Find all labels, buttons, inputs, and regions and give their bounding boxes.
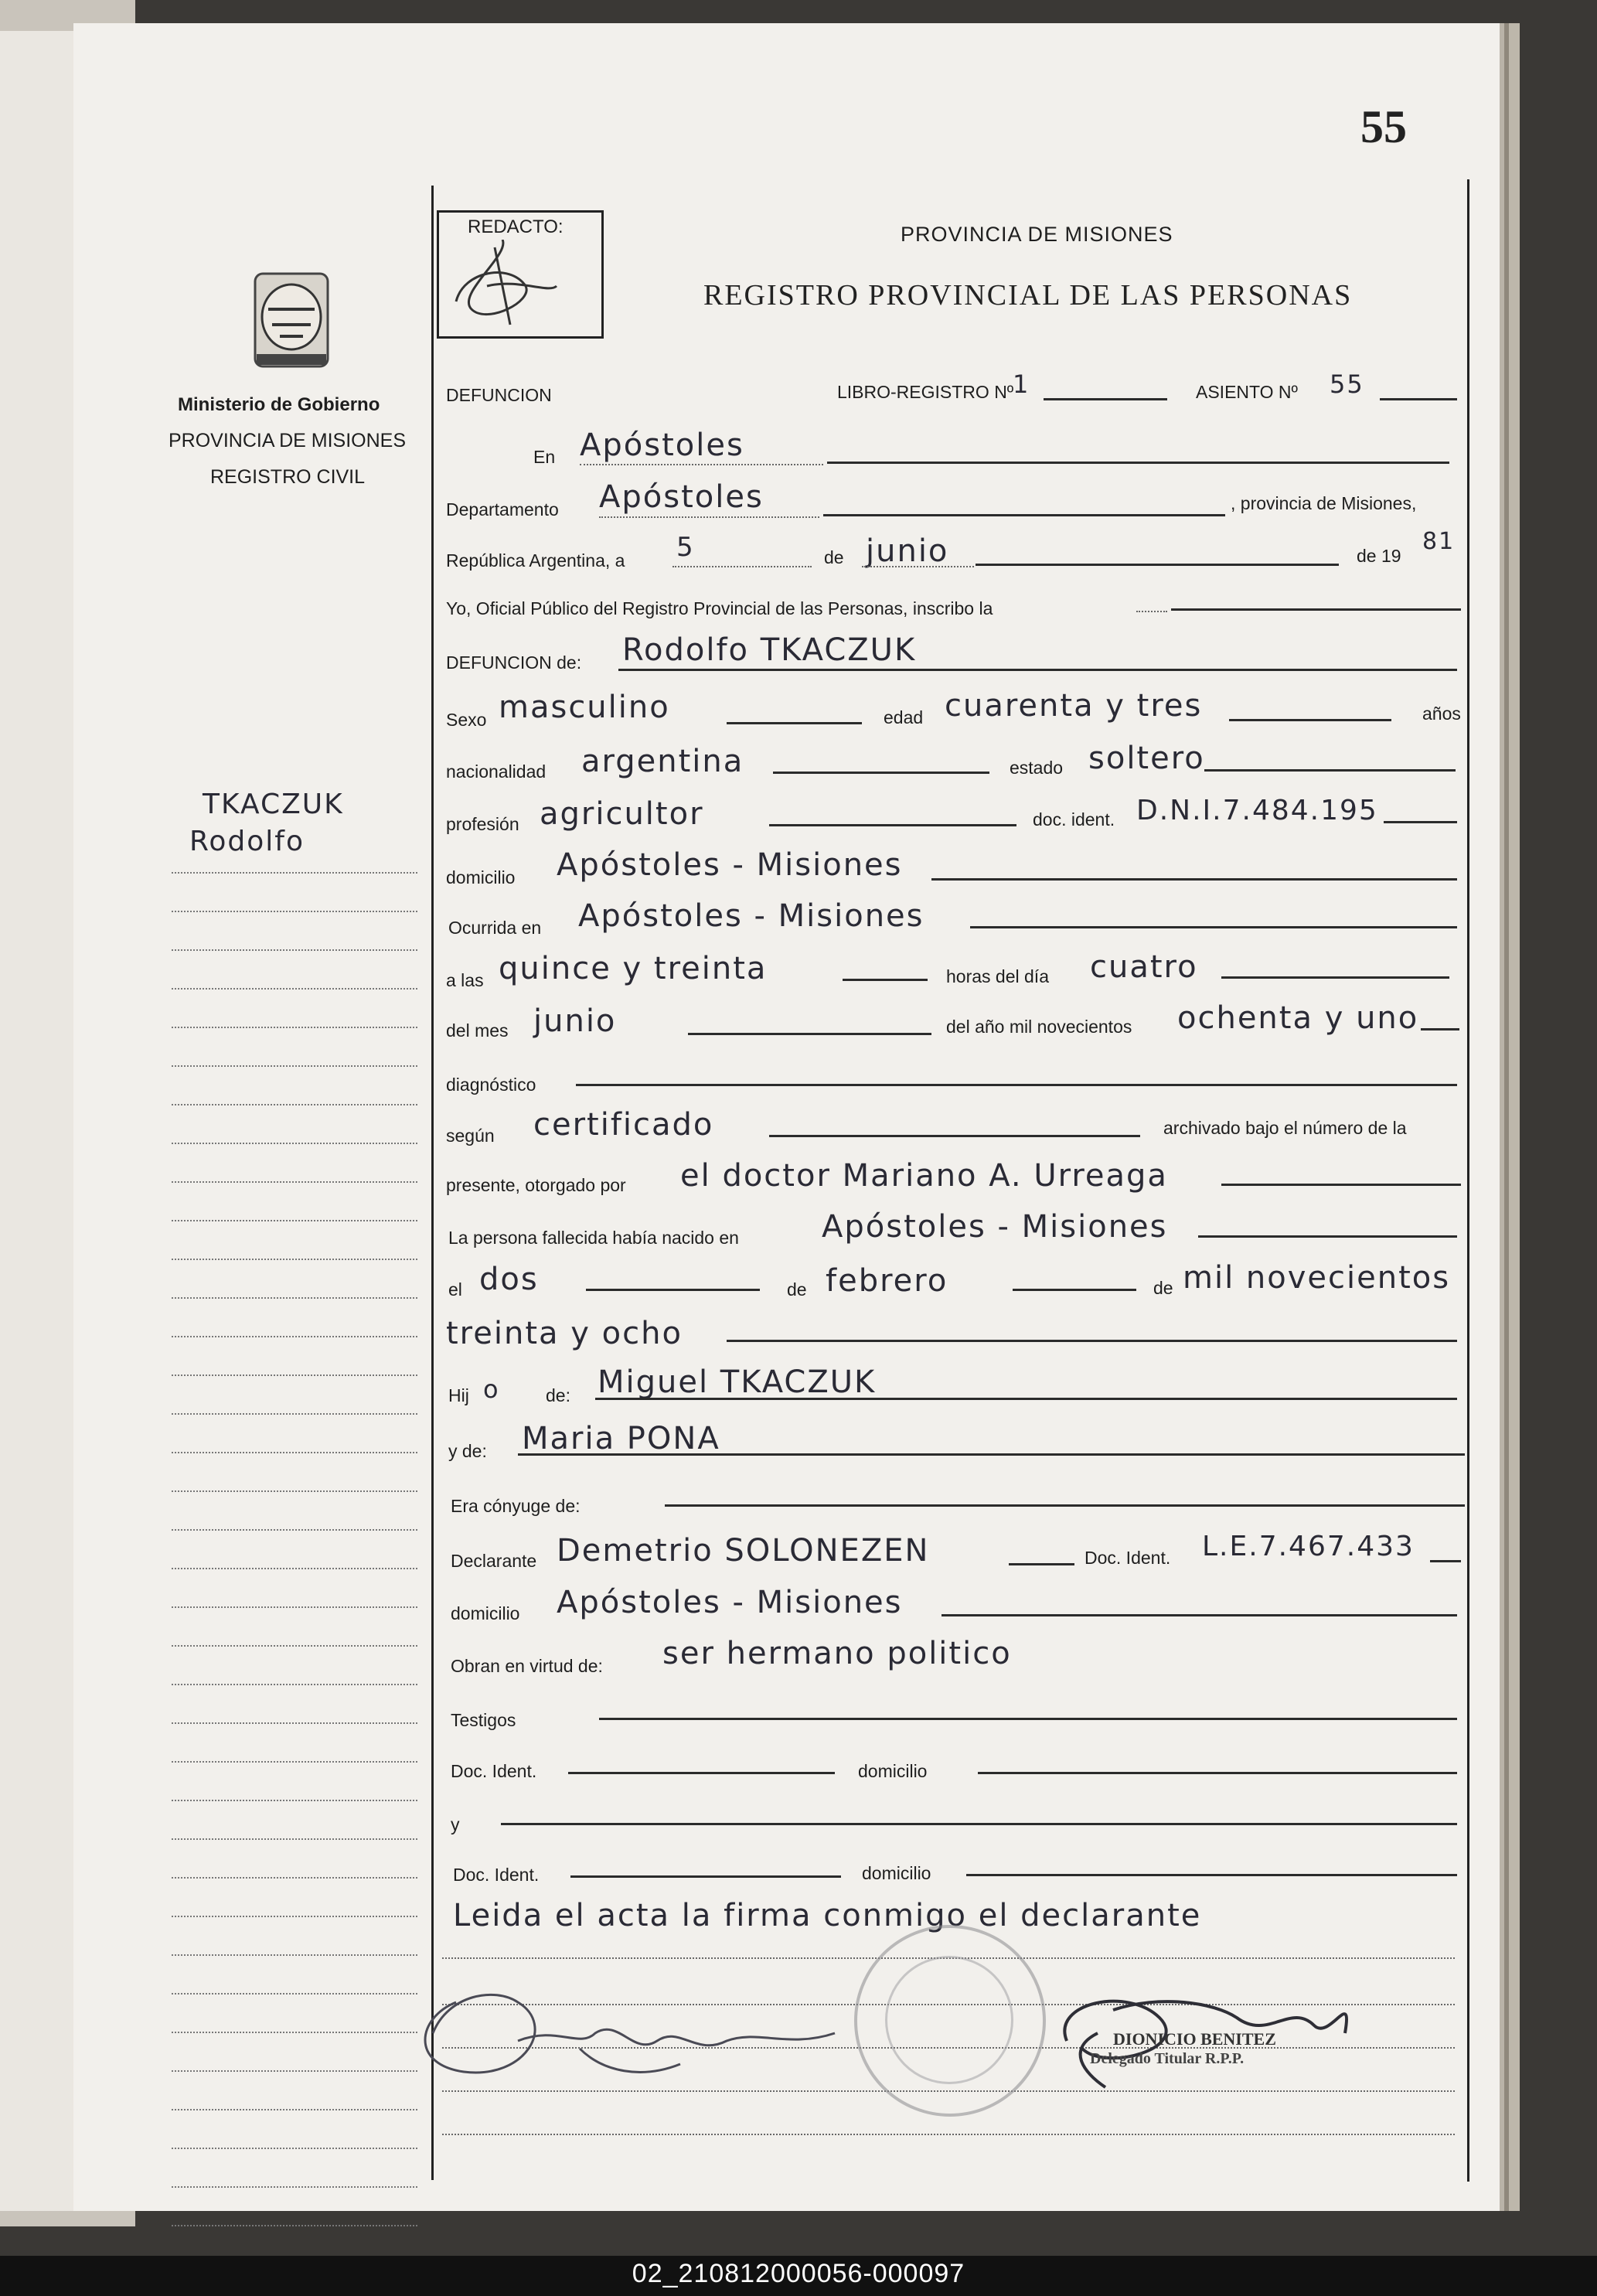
- estado-rule: [1204, 769, 1456, 772]
- segun-label: según: [446, 1126, 495, 1146]
- diagnostico-label: diagnóstico: [446, 1075, 536, 1095]
- del-mes-value: junio: [533, 1003, 617, 1039]
- hijo-label: Hij: [448, 1385, 469, 1405]
- profesion-value: agricultor: [540, 796, 704, 832]
- testigo2-doc-rule: [570, 1875, 841, 1878]
- sexo-rule: [727, 722, 862, 724]
- declarant-signature-icon: [402, 1956, 866, 2103]
- a-las-value: quince y treinta: [499, 951, 768, 986]
- en-value: Apóstoles: [580, 428, 744, 463]
- doc-ident-rule: [1384, 821, 1457, 823]
- ocurrida-label: Ocurrida en: [448, 918, 542, 938]
- nacionalidad-label: nacionalidad: [446, 761, 547, 782]
- testigo2-domicilio-label: domicilio: [862, 1863, 931, 1883]
- page-edge: [1500, 23, 1520, 2211]
- book-number: 1: [1013, 370, 1030, 399]
- right-column-rule: [1467, 179, 1469, 2182]
- province-title: PROVINCIA DE MISIONES: [901, 223, 1173, 246]
- departamento-value: Apóstoles: [599, 479, 764, 515]
- margin-ruled-lines: [172, 835, 417, 2211]
- doc-ident-value: D.N.I.7.484.195: [1136, 795, 1378, 826]
- testigo-domicilio-rule: [978, 1772, 1457, 1774]
- father-value: Miguel TKACZUK: [598, 1364, 877, 1400]
- del-ano-value: ochenta y uno: [1177, 1000, 1419, 1036]
- book-label: LIBRO-REGISTRO Nº: [837, 382, 1014, 402]
- edad-label: edad: [884, 707, 924, 727]
- page-number: 55: [1360, 101, 1407, 152]
- civil-registry-label: REGISTRO CIVIL: [210, 466, 366, 488]
- sexo-value: masculino: [499, 690, 670, 725]
- signature-line-5: [442, 2134, 1455, 2135]
- birth-day-value: dos: [479, 1262, 539, 1297]
- domicilio-label: domicilio: [446, 867, 516, 887]
- defuncion-de-value: Rodolfo TKACZUK: [622, 632, 917, 668]
- ocurrida-value: Apóstoles - Misiones: [578, 898, 924, 934]
- birth-day-rule: [586, 1289, 760, 1291]
- presente-label: presente, otorgado por: [446, 1175, 626, 1195]
- ministry-label: Ministerio de Gobierno: [178, 394, 380, 415]
- de-label-birth-year: de: [1153, 1278, 1173, 1298]
- day-value: 5: [676, 532, 695, 563]
- estado-label: estado: [1010, 758, 1064, 778]
- mother-value: Maria PONA: [522, 1421, 720, 1456]
- margin-note-given-name: Rodolfo: [189, 826, 305, 857]
- declarante-value: Demetrio SOLONEZEN: [557, 1533, 930, 1569]
- edad-rule: [1229, 719, 1391, 721]
- del-ano-rule: [1421, 1028, 1459, 1030]
- en-rule: [827, 462, 1449, 464]
- image-identifier: 02_210812000056-000097: [632, 2259, 965, 2288]
- redacto-initials-icon: [441, 240, 595, 332]
- en-label: En: [533, 447, 556, 467]
- y-rule: [501, 1823, 1457, 1825]
- edad-value: cuarenta y tres: [945, 688, 1203, 724]
- testigo-doc-label: Doc. Ident.: [451, 1761, 537, 1781]
- testigos-rule: [599, 1718, 1457, 1720]
- provincia-suffix: , provincia de Misiones,: [1231, 493, 1417, 513]
- birth-month-rule: [1013, 1289, 1136, 1291]
- birth-year-value: mil novecientos: [1183, 1260, 1451, 1296]
- testigo2-domicilio-rule: [966, 1874, 1457, 1876]
- registry-title: REGISTRO PROVINCIAL DE LAS PERSONAS: [703, 279, 1353, 312]
- en-dots: [580, 464, 823, 465]
- presente-rule: [1221, 1184, 1461, 1186]
- obran-value: ser hermano politico: [662, 1636, 1012, 1671]
- hijo-suffix: o: [483, 1375, 500, 1404]
- redacto-label: REDACTO:: [468, 216, 564, 237]
- del-mes-label: del mes: [446, 1020, 509, 1041]
- horas-rule: [1221, 976, 1449, 979]
- closing-statement: Leida el acta la firma conmigo el declarante: [453, 1898, 1202, 1933]
- year-label: de 19: [1357, 546, 1401, 566]
- defuncion-rule: [618, 669, 1457, 671]
- departamento-dots: [599, 516, 819, 518]
- month-value: junio: [866, 533, 949, 569]
- anos-label: años: [1422, 703, 1461, 724]
- declarante-domicilio-rule: [942, 1614, 1457, 1616]
- nacionalidad-rule: [773, 772, 989, 774]
- profesion-rule: [769, 824, 1016, 826]
- horas-label: horas del día: [946, 966, 1049, 986]
- presente-value: el doctor Mariano A. Urreaga: [680, 1158, 1168, 1194]
- province-label-left: PROVINCIA DE MISIONES: [169, 430, 407, 451]
- hijo-de-label: de:: [546, 1385, 570, 1405]
- departamento-label: Departamento: [446, 499, 559, 519]
- y-de-label: y de:: [448, 1441, 487, 1461]
- record-type-label: DEFUNCION: [446, 385, 552, 405]
- previous-page-edge: [0, 31, 80, 2211]
- doc-ident-label: doc. ident.: [1033, 809, 1115, 829]
- de-label-date: de: [824, 547, 844, 567]
- testigos-label: Testigos: [451, 1710, 516, 1730]
- domicilio-rule: [931, 878, 1457, 881]
- ocurrida-rule: [970, 926, 1457, 928]
- month-dots: [862, 566, 974, 567]
- del-ano-label: del año mil novecientos: [946, 1017, 1132, 1037]
- birth-month-value: febrero: [826, 1263, 948, 1299]
- estado-value: soltero: [1088, 741, 1205, 776]
- nacido-label: La persona fallecida había nacido en: [448, 1228, 739, 1248]
- diagnostico-rule: [576, 1084, 1457, 1086]
- del-mes-rule: [688, 1033, 931, 1035]
- month-rule: [976, 564, 1339, 566]
- horas-value: cuatro: [1090, 949, 1198, 985]
- de-label-birth-month: de: [787, 1279, 807, 1300]
- stamp-role: Delegado Titular R.P.P.: [1090, 2050, 1245, 2067]
- margin-note-surname: TKACZUK: [203, 789, 344, 820]
- testigo-doc-rule: [568, 1772, 835, 1774]
- left-column-rule: [431, 186, 434, 2180]
- book-rule: [1044, 398, 1167, 400]
- conyuge-label: Era cónyuge de:: [451, 1496, 581, 1516]
- nacido-value: Apóstoles - Misiones: [822, 1209, 1168, 1245]
- coat-of-arms-icon: [241, 263, 342, 375]
- archivado-label: archivado bajo el número de la: [1163, 1118, 1407, 1138]
- sexo-label: Sexo: [446, 710, 487, 730]
- yo-rule: [1171, 608, 1461, 611]
- entry-label: ASIENTO Nº: [1196, 382, 1298, 402]
- conyuge-rule: [665, 1504, 1465, 1507]
- declarante-doc-label: Doc. Ident.: [1085, 1548, 1171, 1568]
- entry-rule: [1380, 398, 1457, 400]
- nacionalidad-value: argentina: [581, 744, 744, 779]
- declarante-label: Declarante: [451, 1551, 537, 1571]
- domicilio-value: Apóstoles - Misiones: [557, 847, 903, 883]
- nacido-rule: [1198, 1235, 1457, 1238]
- republica-label: República Argentina, a: [446, 550, 625, 571]
- year-value: 81: [1422, 528, 1456, 555]
- declarante-doc-value: L.E.7.467.433: [1202, 1531, 1415, 1562]
- profesion-label: profesión: [446, 814, 519, 834]
- declarante-rule: [1009, 1563, 1074, 1565]
- father-rule: [595, 1398, 1457, 1400]
- testigo2-doc-label: Doc. Ident.: [453, 1865, 540, 1885]
- registry-seal-inner: [885, 1956, 1013, 2084]
- day-dots: [673, 566, 812, 567]
- declarante-domicilio-label: domicilio: [451, 1603, 520, 1623]
- yo-text: Yo, Oficial Público del Registro Provincial de las Personas, inscribo la: [446, 598, 993, 618]
- mother-rule: [518, 1453, 1465, 1456]
- obran-label: Obran en virtud de:: [451, 1656, 603, 1676]
- stamp-name: DIONICIO BENITEZ: [1113, 2029, 1276, 2049]
- declarante-doc-rule: [1430, 1560, 1461, 1562]
- defuncion-de-label: DEFUNCION de:: [446, 652, 582, 673]
- yo-dots: [1136, 611, 1167, 612]
- el-label: el: [448, 1279, 462, 1300]
- birth-year-value-cont: treinta y ocho: [446, 1316, 683, 1351]
- testigo-domicilio-label: domicilio: [858, 1761, 928, 1781]
- a-las-label: a las: [446, 970, 484, 990]
- entry-number: 55: [1330, 370, 1364, 399]
- y-label: y: [451, 1814, 460, 1834]
- departamento-rule: [823, 514, 1225, 516]
- a-las-rule: [843, 979, 928, 981]
- birth-year-rule: [727, 1340, 1457, 1342]
- segun-rule: [769, 1135, 1140, 1137]
- declarante-domicilio-value: Apóstoles - Misiones: [557, 1585, 903, 1620]
- segun-value: certificado: [533, 1107, 714, 1143]
